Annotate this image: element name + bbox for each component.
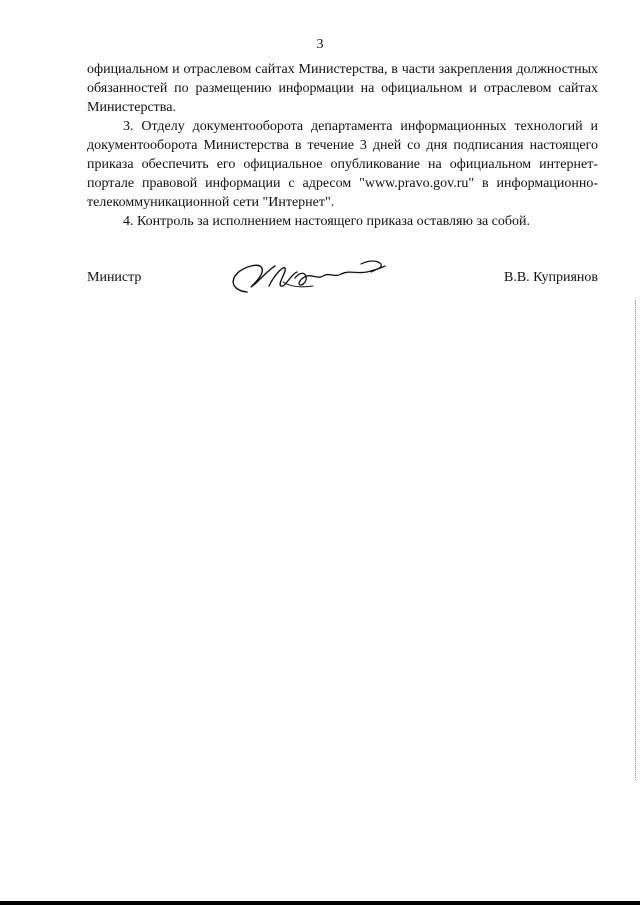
signature-block (87, 262, 598, 302)
paragraph-item-4: 4. Контроль за исполнением настоящего приказа оставляю за собой. (123, 214, 531, 229)
scan-edge-artifact (634, 300, 636, 780)
handwritten-signature (225, 256, 395, 298)
signer-name: В.В. Куприянов (504, 270, 598, 285)
paragraph-item-3: 3. Отделу документооборота департамента информационных технологий и документооборота Министерства в течение 3 дней со дня подписания настоящего приказа обеспечить его официальное опубликование на официальном интернет-портале правовой информации с адресом "www.pravo.gov.ru" в информационно-телекоммуникационной сети "Интернет". (87, 119, 598, 210)
document-body (87, 60, 598, 231)
page-number: 3 (316, 37, 324, 52)
signer-role: Министр (87, 270, 142, 285)
paragraph-continuation: официальном и отраслевом сайтах Министерства, в части закрепления должностных обязанностей по размещению информации на официальном и отраслевом сайтах Министерства. (87, 62, 598, 115)
scan-bottom-edge (0, 901, 640, 905)
